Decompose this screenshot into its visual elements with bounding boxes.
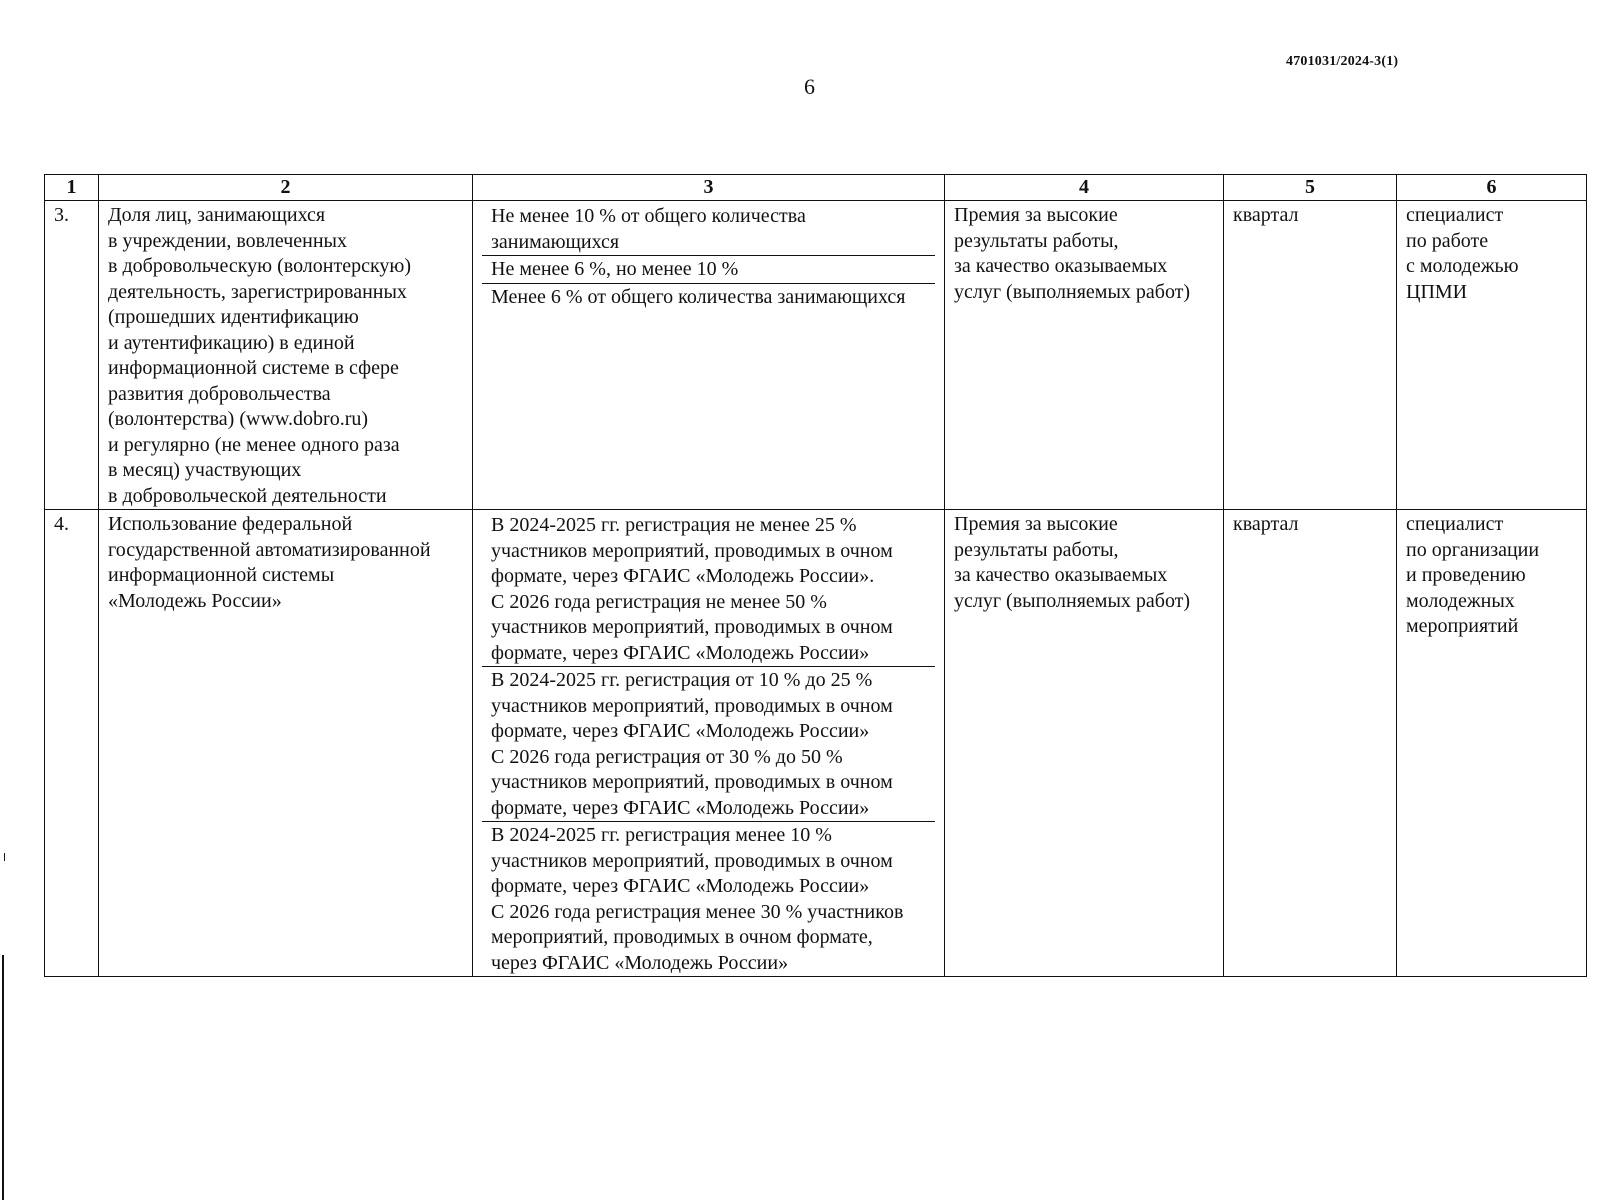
responsible-cell: специалист по организации и проведению молодежных мероприятий <box>1397 510 1587 977</box>
responsible-cell: специалист по работе с молодежью ЦПМИ <box>1397 201 1587 510</box>
criterion-item: Не менее 6 %, но менее 10 % <box>482 256 935 284</box>
criterion-item: В 2024-2025 гг. регистрация от 10 % до 25 % участников мероприятий, проводимых в очном формате, через ФГАИС «Молодежь России» С 2026 года регистрация от 30 % до 50 % участников мероприятий, проводимых в очном формате, через ФГАИС «Молодежь России» <box>482 667 935 822</box>
criterion-item: В 2024-2025 гг. регистрация менее 10 % участников мероприятий, проводимых в очном формате, через ФГАИС «Молодежь России» С 2026 года регистрация менее 30 % участников мероприятий, проводимых в очном формате, через ФГАИС «Молодежь России» <box>491 824 904 974</box>
document-code: 4701031/2024-3(1) <box>1286 54 1399 69</box>
column-header: 5 <box>1224 175 1397 201</box>
indicator-cell: Доля лиц, занимающихся в учреждении, вовлеченных в добровольческую (волонтерскую) деятельность, зарегистрированных (прошедших идентификацию и аутентификацию) в единой информационной системе в сфере развития добровольчества (волонтерства) (www.dobro.ru) и регулярно (не менее одного раза в месяц) участвующих в добровольческой деятельности <box>99 201 473 510</box>
page-number: 6 <box>804 74 815 99</box>
column-header: 1 <box>45 175 99 201</box>
period-cell: квартал <box>1224 510 1397 977</box>
table-header-row <box>45 175 1587 201</box>
payment-cell: Премия за высокие результаты работы, за качество оказываемых услуг (выполняемых работ) <box>945 510 1224 977</box>
criteria-cell <box>473 201 945 510</box>
criterion-item: В 2024-2025 гг. регистрация не менее 25 % участников мероприятий, проводимых в очном формате, через ФГАИС «Молодежь России». С 2026 года регистрация не менее 50 % участников мероприятий, проводимых в очном формате, через ФГАИС «Молодежь России» <box>482 512 935 667</box>
column-header: 3 <box>473 175 945 201</box>
table-row <box>45 201 1587 510</box>
table-row <box>45 510 1587 977</box>
column-header: 4 <box>945 175 1224 201</box>
column-header: 2 <box>99 175 473 201</box>
payment-cell: Премия за высокие результаты работы, за качество оказываемых услуг (выполняемых работ) <box>945 201 1224 510</box>
scan-margin-mark <box>4 853 5 861</box>
period-cell: квартал <box>1224 201 1397 510</box>
criterion-item: Не менее 10 % от общего количества занимающихся <box>482 203 935 256</box>
scan-margin-mark <box>2 955 4 1200</box>
row-number: 4. <box>45 510 99 977</box>
row-number: 3. <box>45 201 99 510</box>
criteria-cell <box>473 510 945 977</box>
criteria-table <box>44 174 1587 977</box>
indicator-cell: Использование федеральной государственной автоматизированной информационной системы «Молодежь России» <box>99 510 473 977</box>
criterion-item: Менее 6 % от общего количества занимающихся <box>491 285 906 308</box>
column-header: 6 <box>1397 175 1587 201</box>
